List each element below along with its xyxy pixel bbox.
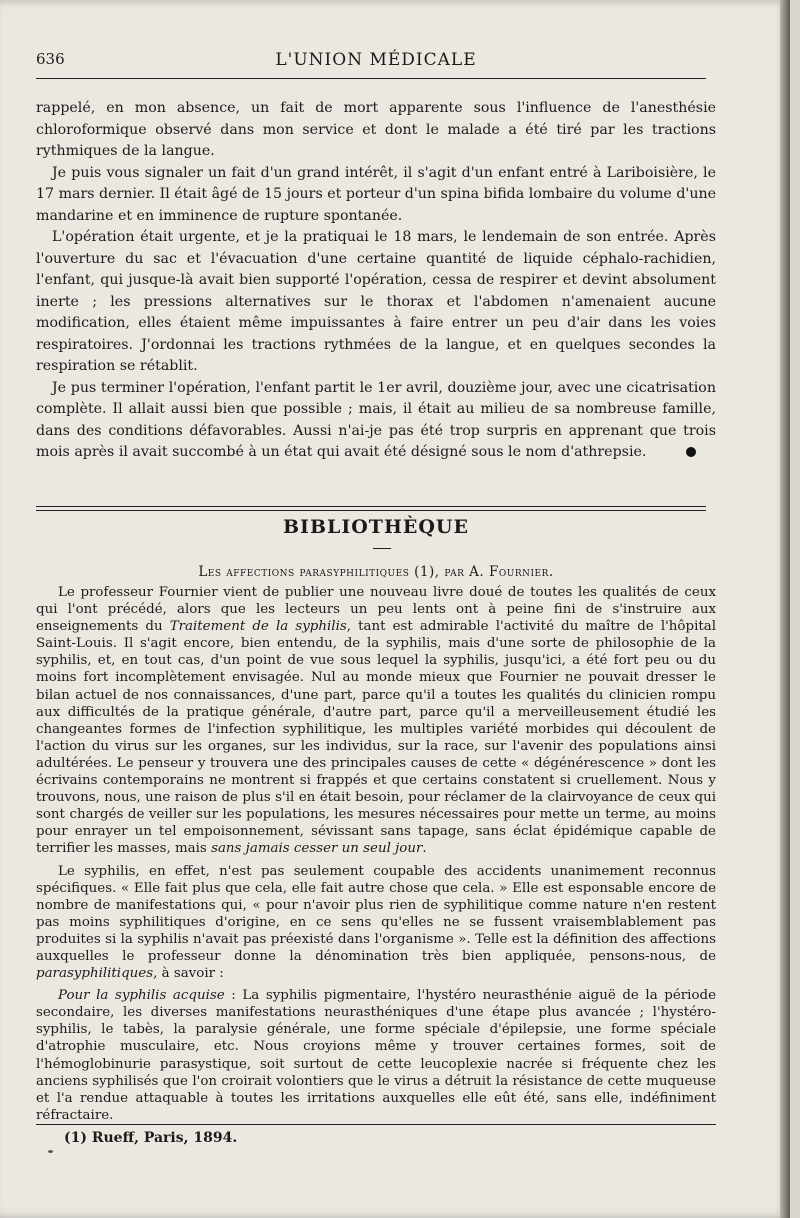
title-dash <box>373 548 391 549</box>
end-bullet-icon <box>686 447 696 457</box>
paragraph <box>36 863 716 983</box>
ink-smudge <box>48 1150 53 1153</box>
text-run: Le syphilis, en effet, n'est pas seulement coupable des accidents unanimement reconnus spécifiques. « Elle fait plus que cela, elle fait autre chose que cela. » Elle est esponsable encore de nombre de manifestations qui, « pour n'avoir plus rien de syphilitique comme nature n'en restent pas moins syphilitiques d'origine, en ce sens qu'elles ne se fussent vraisemblablement pas produites si la syphilis n'avait pas préexisté dans l'organisme ». Telle est la définition des affections auxquelles le professeur donne la dénomination très bien appliquée, pensons-nous, de <box>36 863 716 964</box>
text-run: : La syphilis pigmentaire, l'hystéro neurasthénie aiguë de la période secondaire, les diverses manifestations neurasthéniques d'une étape plus avancée ; l'hystéro-syphilis, le tabès, la paralysie générale, une forme spéciale d'épilepsie, une forme spéciale d'atrophie musculaire, etc. Nous croyions même y trouver certaines formes, soit de l'hémoglobinurie parasystique, soit surtout de cette leucoplexie nacrée si fréquente chez les anciens syphilisés que l'on croirait volontiers que le virus a détruit la résistance de cette muqueuse et l'a rendue attaquable à toutes les irritations auxquelles elle eût été, sans elle, indéfiniment réfractaire. <box>36 988 717 1123</box>
paragraph: Je puis vous signaler un fait d'un grand intérêt, il s'agit d'un enfant entré à Lariboisière, le 17 mars dernier. Il était âgé de 15 jours et porteur d'un spina bifida lombaire du volume d'une mandarine et en imminence de rupture spontanée. <box>36 164 716 224</box>
journal-title: L'UNION MÉDICALE <box>275 50 477 70</box>
paragraph <box>36 378 716 464</box>
page-edge-shadow <box>780 0 790 1218</box>
page-number: 636 <box>36 50 65 68</box>
correspondence-text <box>36 98 716 464</box>
book-title: Traitement de la syphilis <box>169 619 347 635</box>
paragraph <box>36 584 716 858</box>
footnote: (1) Rueff, Paris, 1894. <box>64 1130 238 1146</box>
text-run: , tant est admirable l'activité du maître de l'hôpital Saint-Louis. Il s'agit encore, bien entendu, de la syphilis, mais d'une sorte de philosophie de la syphilis, et, en tout cas, d'un point de vue sous lequel la syphilis, jusqu'ici, a été fort peu ou du moins fort incomplètement envisagée. Nul au monde mieux que Fournier ne pouvait dresser le bilan actuel de nos connaissances, d'une part, parce qu'il a toutes les qualités du clinicien rompu aux difficultés de la pratique générale, d'autre part, parce qu'il a merveilleusement étudié les changeantes formes de l'infection syphilitique, les multiples variété morbides qui découlent de l'action du virus sur les organes, sur les individus, sur la race, sur l'avenir des populations ainsi adultérées. Le penseur y trouvera une des principales causes de cette « dégénérescence » dont les écrivains contemporains ne montrent si frappés et que certains constatent si cruellement. Nous y trouvons, nous, une raison de plus s'il en était besoin, pour réclamer de la clairvoyance de ceux qui sont chargés de veiller sur les populations, les mesures nécessaires pour mette un terme, au moins pour enrayer un tel empoisonnement, sévissant sans tapage, sans éclat épidémique capable de terrifier les masses, mais <box>36 619 716 857</box>
paragraph <box>36 987 716 1124</box>
paragraph: L'opération était urgente, et je la pratiquai le 18 mars, le lendemain de son entrée. Après l'ouverture du sac et l'évacuation d'une certaine quantité de liquide céphalo-rachidien, l'enfant, qui jusque-là avait bien supporté l'opération, cessa de respirer et devint absolument inerte ; les pressions alternatives sur le thorax et l'abdomen n'amenaient aucune modification, elles étaient même impuissantes à faire entrer un peu d'air dans les voies respiratoires. J'ordonnai les tractions rythmées de la langue, et en quelques secondes la respiration se rétablit. <box>36 229 716 374</box>
emphasis: Pour la syphilis acquise <box>58 988 225 1004</box>
section-rule <box>36 506 706 511</box>
header-rule <box>36 78 706 79</box>
running-header <box>36 50 716 74</box>
footnote-rule <box>36 1124 716 1125</box>
emphasis: sans jamais cesser un seul jour <box>211 841 423 857</box>
section-title: BIBLIOTHÈQUE <box>283 516 469 538</box>
review-subtitle: Les affections parasyphilitiques (1), par A. Fournier. <box>198 564 554 580</box>
text-run: Le professeur Fournier vient de publier une nouveau livre doué de toutes les qualités de ceux qui l'ont précédé, alors que les lecteurs un peu lents ont à peine fini de s'instruire aux enseignements du <box>36 585 716 635</box>
text-run: . <box>422 841 427 857</box>
review-text <box>36 584 716 1124</box>
emphasis: parasyphilitiques <box>36 966 154 982</box>
paragraph-text: Je pus terminer l'opération, l'enfant partit le 1er avril, douzième jour, avec une cicatrisation complète. Il allait aussi bien que possible ; mais, il était au milieu de sa nombreuse famille, dans des conditions défavorables. Aussi n'ai-je pas été trop surpris en apprenant que trois mois après il avait succombé à un état qui avait été désigné sous le nom d'athrepsie. <box>36 379 716 460</box>
paragraph: rappelé, en mon absence, un fait de mort apparente sous l'influence de l'anesthésie chloroformique observé dans mon service et dont le malade a été tiré par les tractions rythmiques de la langue. <box>36 100 716 159</box>
text-run: , à savoir : <box>153 966 224 982</box>
